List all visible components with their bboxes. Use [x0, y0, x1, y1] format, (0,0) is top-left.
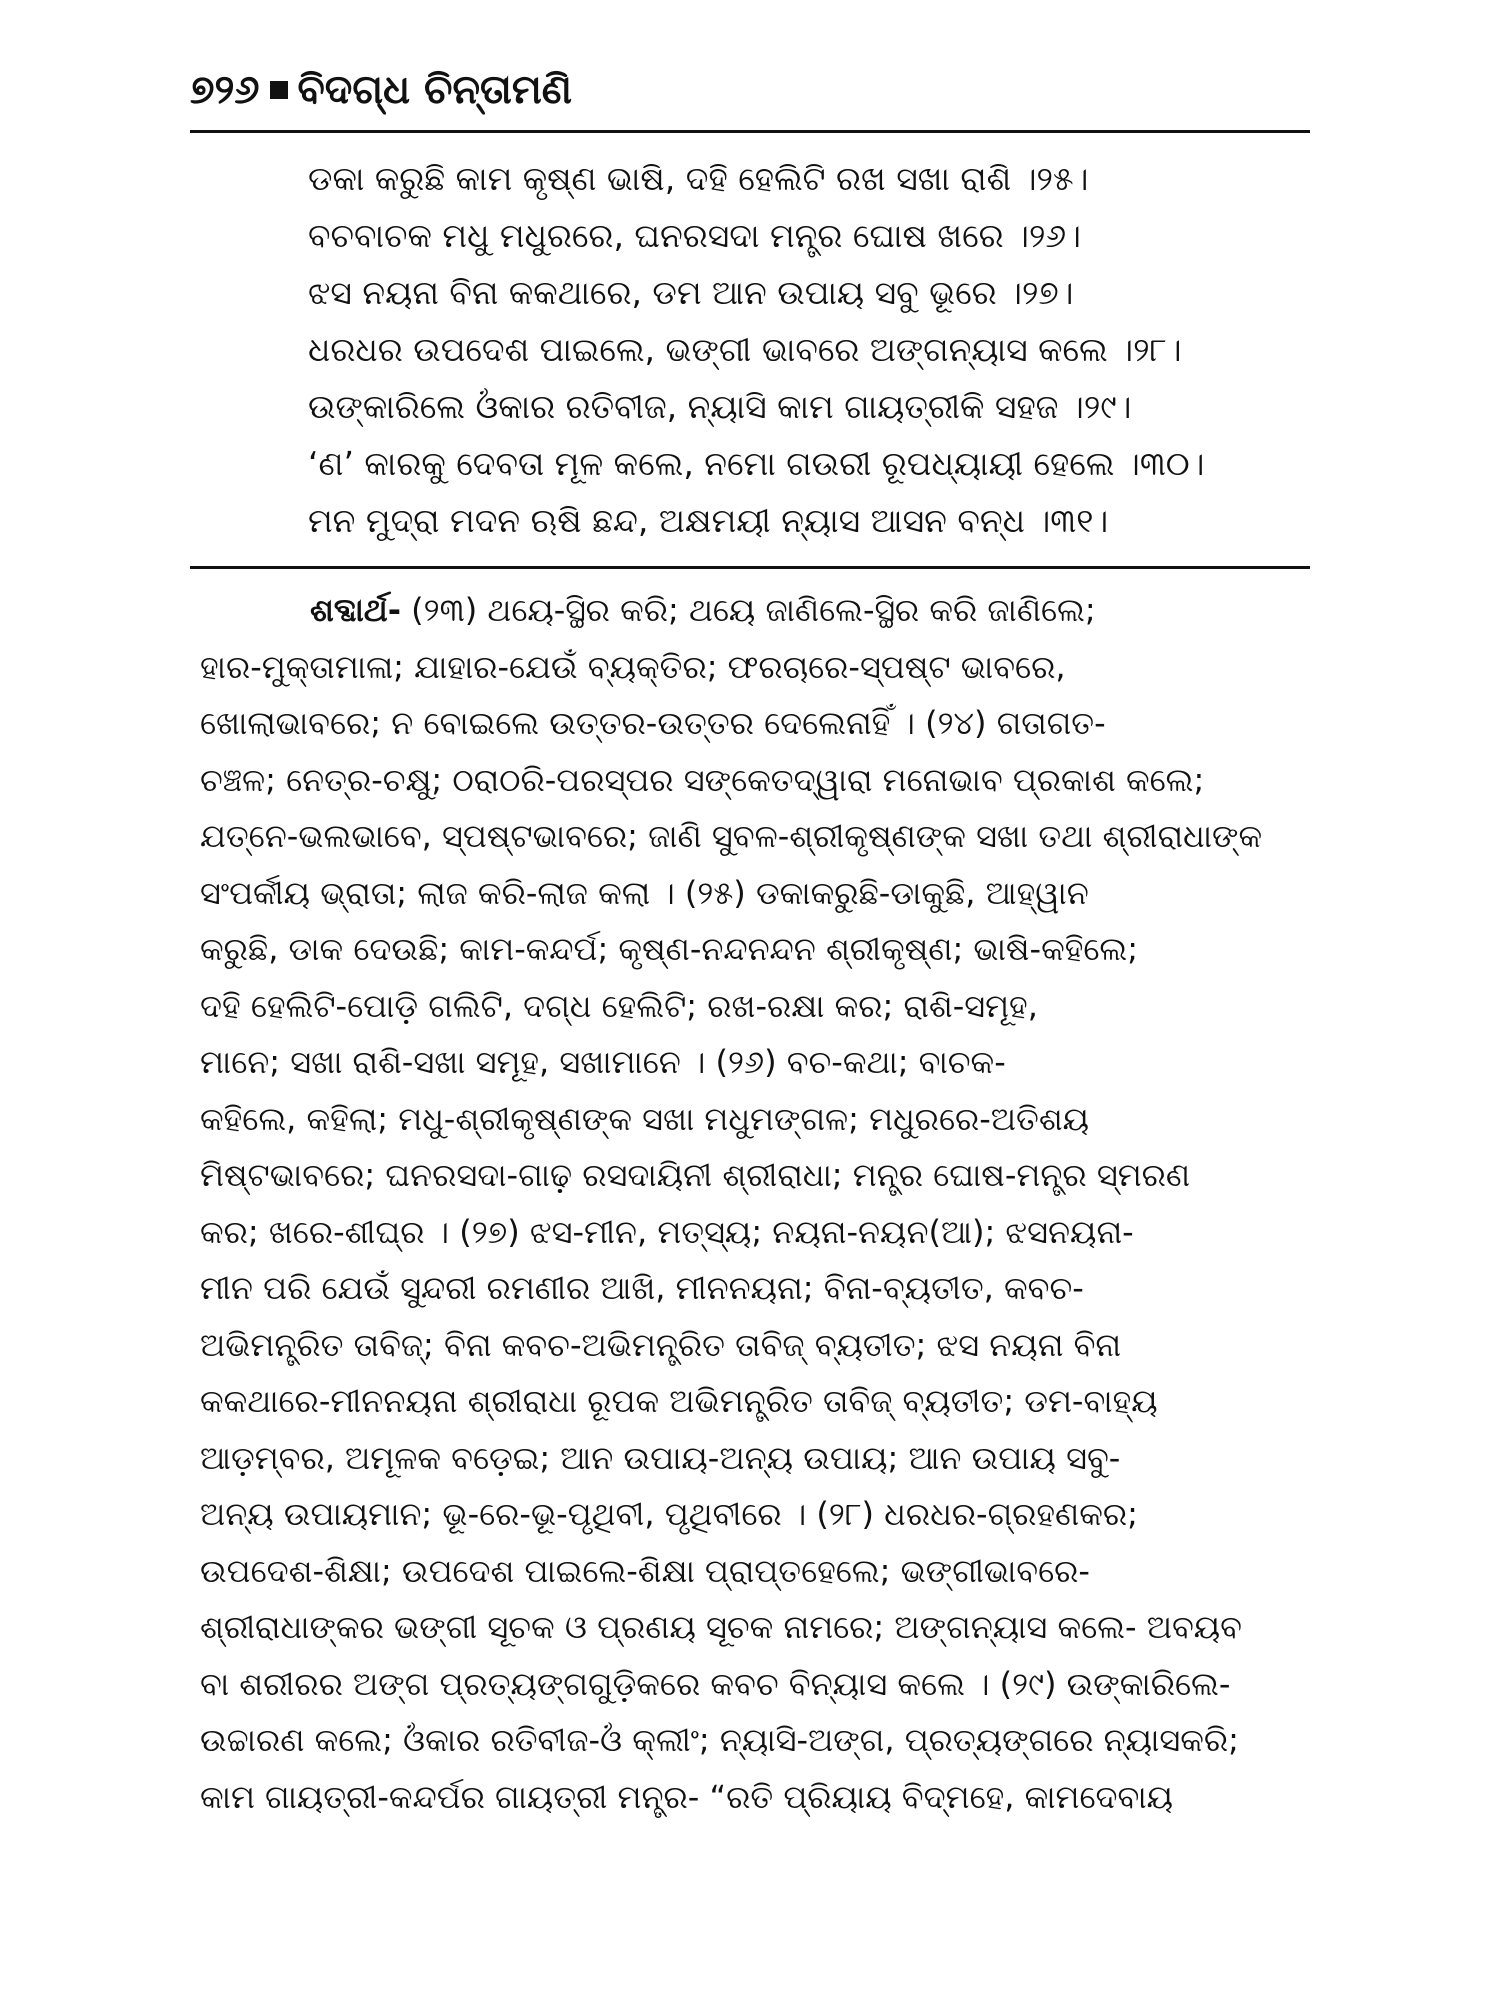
glossary-line: ଚଞ୍ଚଳ; ନେତ୍ର-ଚକ୍ଷୁ; ଠରାଠରି-ପରସ୍ପର ସଙ୍କେତଦ୍ୱାରା ମନୋଭାବ ପ୍ରକାଶ କଲେ; — [200, 760, 1205, 799]
glossary-first-line-text: (୨୩) ଥୟେ-ସ୍ଥିର କରି; ଥୟେ ଜାଣିଲେ-ସ୍ଥିର କରି ଜାଣିଲେ; — [400, 591, 1096, 629]
glossary-line: ମାନେ; ସଖା ରାଶି-ସଖା ସମୂହ, ସଖାମାନେ । (୨୬) ବଚ-କଥା; ବାଚକ- — [200, 1043, 1006, 1081]
square-bullet-icon — [270, 81, 288, 99]
glossary-line: ଅନ୍ୟ ଉପାୟମାନ; ଭୂ-ରେ-ଭୂ-ପୃଥିବୀ, ପୃଥିବୀରେ । (୨୮) ଧରଧର-ଗ୍ରହଣକର; — [200, 1495, 1138, 1533]
verse-line-31: ମନ ମୁଦ୍ରା ମଦନ ଋଷି ଛନ୍ଦ, ଅକ୍ଷମୟୀ ନ୍ୟାସ ଆସନ ବନ୍ଧ ।୩୧। — [308, 501, 1109, 540]
page-number: ୭୨୬ — [190, 67, 260, 113]
verse-block — [308, 150, 1308, 549]
glossary-line — [200, 1825, 1312, 1882]
glossary-line: କାମ ଗାୟତ୍ରୀ-କନ୍ଦର୍ପର ଗାୟତ୍ରୀ ମନ୍ତ୍ର- “ରତି ପ୍ରିୟାୟ ବିଦ୍ମହେ, କାମଦେବାୟ — [200, 1777, 1174, 1816]
glossary-line: ଖୋଲାଭାବରେ; ନ ବୋଇଲେ ଉତ୍ତର-ଉତ୍ତର ଦେଲେନାହିଁ । (୨୪) ଗତାଗତ- — [200, 704, 1106, 742]
verse-line-29: ଉଙ୍କାରିଲେ ଓଁକାର ରତିବୀଜ, ନ୍ୟାସି କାମ ଗାୟତ୍ରୀକି ସହଜ ।୨୯। — [308, 387, 1132, 426]
glossary-line: କରୁଛି, ଡାକ ଦେଉଛି; କାମ-କନ୍ଦର୍ପ; କୃଷ୍ଣ-ନନ୍ଦନନ୍ଦନ ଶ୍ରୀକୃଷ୍ଣ; ଭାଷି-କହିଲେ; — [200, 930, 1139, 968]
glossary-block — [200, 582, 1312, 1882]
glossary-line: ଦହି ହେଲିଟି-ପୋଡ଼ି ଗଲିଟି, ଦଗ୍ଧ ହେଲିଟି; ରଖ-ରକ୍ଷା କର; ରାଶି-ସମୂହ, — [200, 986, 1038, 1025]
glossary-line: ଶ୍ରୀରାଧାଙ୍କର ଭଙ୍ଗୀ ସୂଚକ ଓ ପ୍ରଣୟ ସୂଚକ ନାମରେ; ଅଙ୍ଗନ୍ୟାସ କଲେ- ଅବୟବ — [200, 1608, 1243, 1646]
verse-line-27: ଝସ ନୟନା ବିନା କକଥାରେ, ଡମ ଆନ ଉପାୟ ସବୁ ଭୂରେ ।୨୭। — [308, 273, 1074, 312]
glossary-line: କକଥାରେ-ମୀନନୟନା ଶ୍ରୀରାଧା ରୂପକ ଅଭିମନ୍ତ୍ରିତ ତାବିଜ୍ ବ୍ୟତୀତ; ଡମ-ବାହ୍ୟ — [200, 1382, 1158, 1420]
glossary-line: ଉଚ୍ଚାରଣ କଲେ; ଓଁକାର ରତିବୀଜ-ଓଁ କ୍ଲୀଂ; ନ୍ୟାସି-ଅଙ୍ଗ, ପ୍ରତ୍ୟଙ୍ଗରେ ନ୍ୟାସକରି; — [200, 1721, 1239, 1759]
verse-divider-rule — [190, 566, 1310, 569]
glossary-line: କହିଲେ, କହିଲା; ମଧୁ-ଶ୍ରୀକୃଷ୍ଣଙ୍କ ସଖା ମଧୁମଙ୍ଗଳ; ମଧୁରରେ-ଅତିଶୟ — [200, 1099, 1090, 1138]
book-title: ବିଦଗ୍ଧ ଚିନ୍ତାମଣି — [297, 67, 573, 113]
glossary-line: ମୀନ ପରି ଯେଉଁ ସୁନ୍ଦରୀ ରମଣୀର ଆଖି, ମୀନନୟନା; ବିନା-ବ୍ୟତୀତ, କବଚ- — [200, 1269, 1084, 1307]
glossary-line: ହାର-ମୁକ୍ତାମାଳା; ଯାହାର-ଯେଉଁ ବ୍ୟକ୍ତିର; ଫରଚାରେ-ସ୍ପଷ୍ଟ ଭାବରେ, — [200, 647, 1066, 686]
glossary-line: ସଂପର୍କୀୟ ଭ୍ରାତା; ଲାଜ କରି-ଲାଜ କଲା । (୨୫) ଡକାକରୁଛି-ଡାକୁଛି, ଆହ୍ୱାନ — [200, 873, 1089, 912]
verse-line-25: ଡକା କରୁଛି କାମ କୃଷ୍ଣ ଭାଷି, ଦହି ହେଲିଟି ରଖ ସଖା ରାଶି ।୨୫। — [308, 159, 1089, 198]
glossary-line: ବା ଶରୀରର ଅଙ୍ଗ ପ୍ରତ୍ୟଙ୍ଗଗୁଡ଼ିକରେ କବଚ ବିନ୍ୟାସ କଲେ । (୨୯) ଉଙ୍କାରିଲେ- — [200, 1664, 1231, 1703]
glossary-line: ଯତ୍ନେ-ଭଲଭାବେ, ସ୍ପଷ୍ଟଭାବରେ; ଜାଣି ସୁବଳ-ଶ୍ରୀକୃଷ୍ଣଙ୍କ ସଖା ତଥା ଶ୍ରୀରାଧାଙ୍କ — [200, 817, 1263, 855]
glossary-line: ଆଡ଼ମ୍ବର, ଅମୂଳକ ବଡ଼େଇ; ଆନ ଉପାୟ-ଅନ୍ୟ ଉପାୟ; ଆନ ଉପାୟ ସବୁ- — [200, 1438, 1121, 1477]
glossary-heading: ଶବ୍ଦାର୍ଥ- — [310, 591, 401, 629]
glossary-line: ମିଷ୍ଟଭାବରେ; ଘନରସଦା-ଗାଢ଼ ରସଦାୟିନୀ ଶ୍ରୀରାଧା; ମନ୍ତ୍ର ଘୋଷ-ମନ୍ତ୍ର ସ୍ମରଣ — [200, 1156, 1191, 1194]
verse-line-30: ‘ଣ’ କାରକୁ ଦେବତା ମୂଳ କଲେ, ନମୋ ଗଉରୀ ରୂପଧ୍ୟାୟୀ ହେଲେ ।୩୦। — [308, 444, 1205, 483]
glossary-first-line — [200, 582, 1312, 639]
glossary-line: ଉପଦେଶ-ଶିକ୍ଷା; ଉପଦେଶ ପାଇଲେ-ଶିକ୍ଷା ପ୍ରାପ୍ତହେଲେ; ଭଙ୍ଗୀଭାବରେ- — [200, 1551, 1090, 1590]
glossary-line: କର; ଖରେ-ଶୀଘ୍ର । (୨୭) ଝସ-ମୀନ, ମତ୍ସ୍ୟ; ନୟନା-ନୟନ(ଆ); ଝସନୟନା- — [200, 1212, 1134, 1251]
glossary-line: ଅଭିମନ୍ତ୍ରିତ ତାବିଜ୍; ବିନା କବଚ-ଅଭିମନ୍ତ୍ରିତ ତାବିଜ୍ ବ୍ୟତୀତ; ଝସ ନୟନା ବିନା — [200, 1325, 1122, 1364]
header-rule — [190, 130, 1310, 133]
verse-line-26: ବଚବାଚକ ମଧୁ ମଧୁରରେ, ଘନରସଦା ମନ୍ତ୍ର ଘୋଷ ଖରେ ।୨୬। — [308, 216, 1081, 255]
verse-line-28: ଧରଧର ଉପଦେଶ ପାଇଲେ, ଭଙ୍ଗୀ ଭାବରେ ଅଙ୍ଗନ୍ୟାସ କଲେ ।୨୮। — [308, 330, 1182, 369]
running-head — [190, 60, 572, 120]
